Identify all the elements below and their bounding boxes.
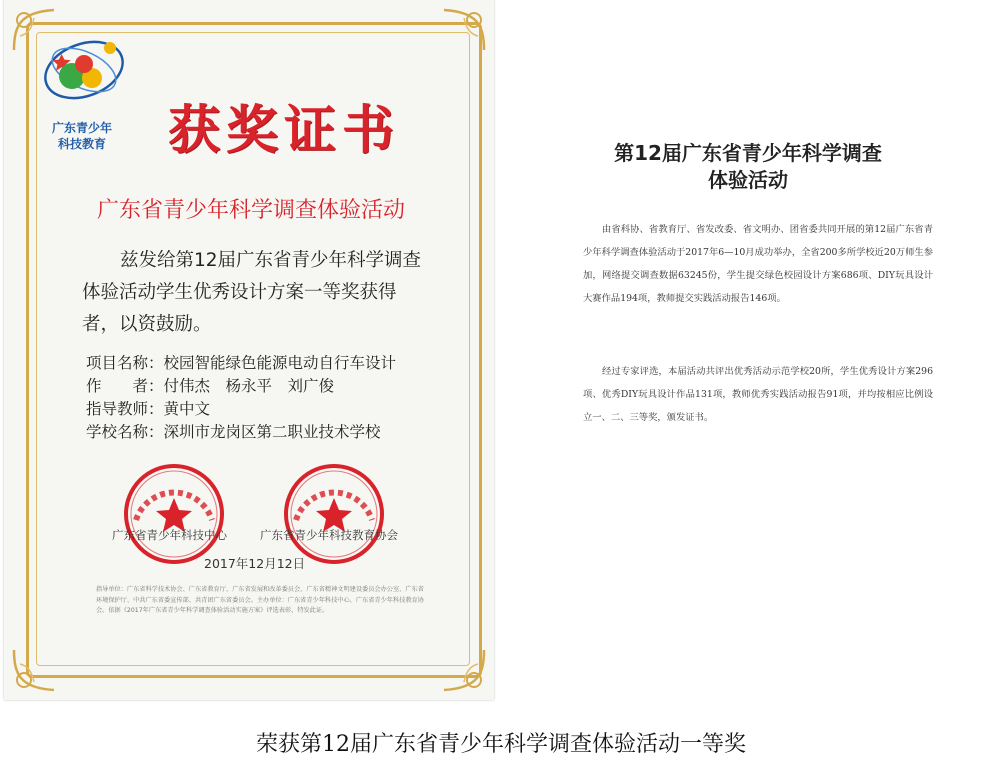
- project-label: 项目名称：: [86, 354, 164, 372]
- notice-title: 第12届广东省青少年科学调查 体验活动: [614, 141, 882, 192]
- certificate-date: 2017年12月12日: [204, 556, 306, 571]
- body-line: 兹发给第12届广东省青少年科学调查: [120, 250, 422, 271]
- school-value: 深圳市龙岗区第二职业技术学校: [163, 423, 381, 441]
- org-logo-icon: [32, 18, 132, 118]
- notice-paragraph-2: 经过专家评选，本届活动共评出优秀活动示范学校20所，学生优秀设计方案296项、优秀DIY玩具设计作品131项，教师优秀实践活动报告91项，并均按相应比例设立一、二、三等奖，颁发证书。: [583, 366, 933, 423]
- project-value: 校园智能绿色能源电动自行车设计: [163, 354, 397, 372]
- school-field: [86, 420, 381, 442]
- school-label: 学校名称：: [86, 423, 164, 441]
- author-field: [86, 374, 334, 396]
- award-certificate: [4, 0, 494, 700]
- seal-right-caption: 广东省青少年科技教育协会: [260, 528, 398, 542]
- certificate-title: 获奖证书: [167, 100, 400, 161]
- author-label: 作 者：: [86, 377, 164, 395]
- corner-ornament-icon: [442, 6, 488, 52]
- award-notice: [548, 98, 968, 518]
- advisor-field: [86, 397, 210, 419]
- certificate-subtitle: 广东省青少年科学调查体验活动: [96, 198, 405, 223]
- certificate-body: [82, 245, 422, 341]
- corner-ornament-icon: [442, 648, 488, 694]
- notice-paragraph-1: 由省科协、省教育厅、省发改委、省文明办、团省委共同开展的第12届广东省青少年科学调查体验活动于2017年6—10月成功举办，全省200多所学校近20万师生参加，网络提交调查数据63245份，学生提交绿色校园设计方案686项、DIY玩具设计大赛作品194项，教师提交实践活动报告146项。: [583, 224, 933, 304]
- advisor-value: 黄中文: [163, 400, 211, 418]
- project-field: [86, 351, 396, 373]
- award-caption: 荣获第12届广东省青少年科学调查体验活动一等奖: [256, 732, 746, 757]
- seal-left-caption: 广东省青少年科技中心: [112, 528, 227, 542]
- body-line: 体验活动学生优秀设计方案一等奖获得: [82, 282, 397, 303]
- red-seal-right-icon: [282, 462, 386, 566]
- author-value: 付伟杰 杨永平 刘广俊: [163, 377, 335, 395]
- corner-ornament-icon: [10, 648, 56, 694]
- red-seal-left-icon: [122, 462, 226, 566]
- org-logo-text: 广东青少年 科技教育: [51, 121, 112, 151]
- certificate-fineprint: 指导单位：广东省科学技术协会、广东省教育厅、广东省发展和改革委员会、广东省精神文明建设委员会办公室、广东省环境保护厅、中共广东省委宣传部、共青团广东省委员会。主办单位：广东省青少年科技中心、广东省青少年科技教育协会。依据《2017年广东省青少年科学调查体验活动实施方案》评选表彰，特发此证。: [96, 586, 424, 614]
- advisor-label: 指导教师：: [86, 400, 164, 418]
- body-line: 者，以资鼓励。: [82, 314, 212, 335]
